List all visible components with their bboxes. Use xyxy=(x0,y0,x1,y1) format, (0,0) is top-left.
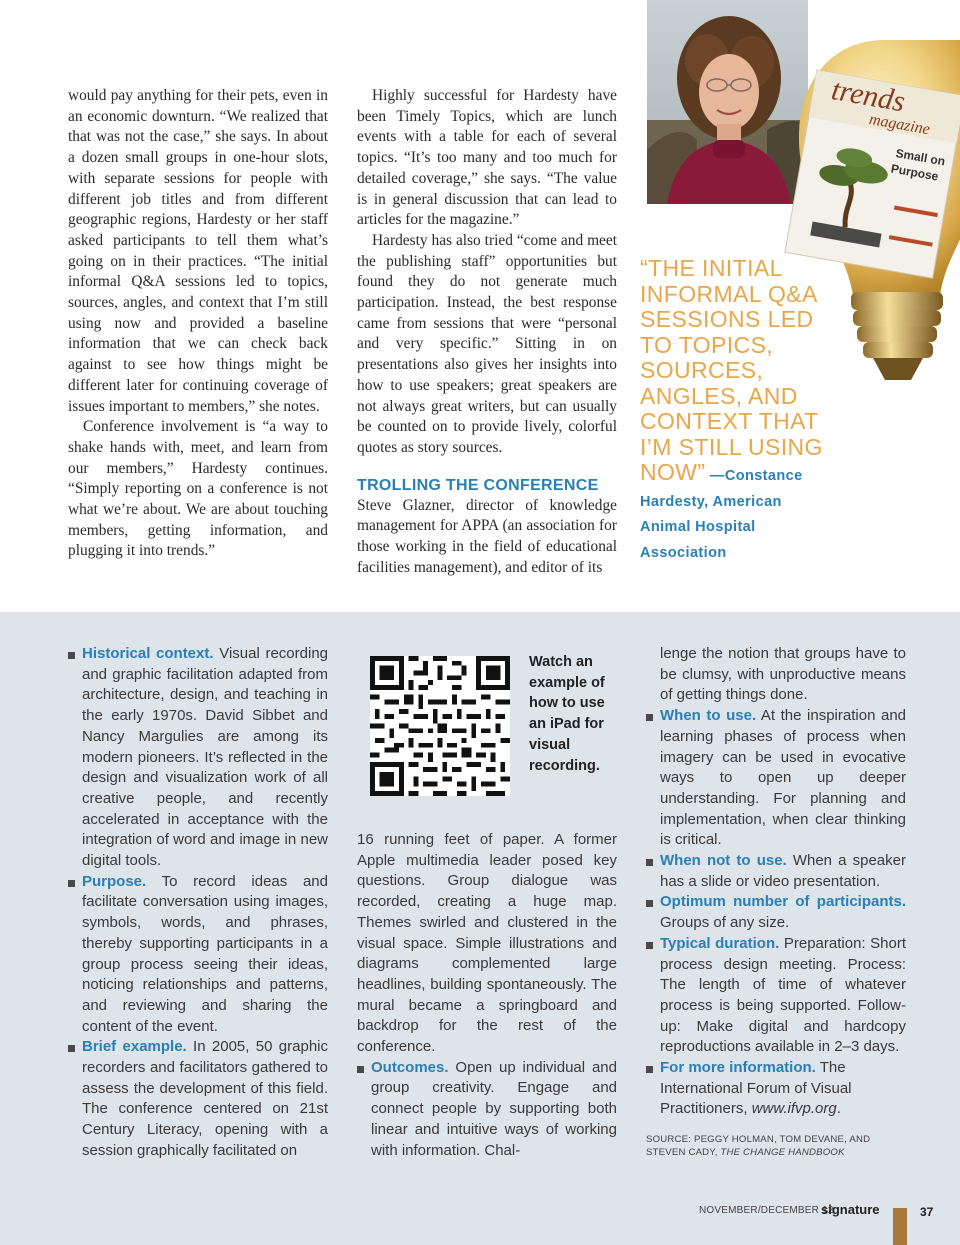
pull-quote-attribution: —Constance Hardesty, American Animal Hospital Association xyxy=(640,468,803,561)
list-item-label: Purpose. xyxy=(82,872,147,890)
list-item xyxy=(646,892,906,933)
magazine-name: signature xyxy=(821,1202,880,1217)
sidebar-column-2 xyxy=(357,830,617,1161)
article-column-1 xyxy=(68,86,328,562)
magazine-subtitle: magazine xyxy=(867,110,932,139)
list-item-text: In 2005, 50 graphic recorders and facilitators gathered to assess the development of this field. The conference centered on 21st Century Literacy, opening with a session graphically facilitated on xyxy=(82,1038,328,1159)
list-item-label: Outcomes. xyxy=(371,1058,449,1076)
list-item-text: Open up individual and group creativity. Engage and connect people by supporting both linear and intuitive ways of working with information. Chal- xyxy=(371,1058,617,1159)
article-paragraph: Conference involvement is “a way to shake hands with, meet, and learn from our members,” Hardesty continues. “Simply reporting on a conference is not what we’re about. We are about touching members, getting information, and plugging it into trends.” xyxy=(68,418,328,560)
list-item-text: When a speaker has a slide or video presentation. xyxy=(660,852,906,890)
website-link[interactable]: www.ifvp.org xyxy=(751,1100,837,1118)
list-item xyxy=(646,706,906,851)
list-item-label: Typical duration. xyxy=(660,934,780,952)
magazine-headline: Purpose xyxy=(889,161,940,184)
list-item-end: . xyxy=(836,1100,841,1118)
footer-accent-bar xyxy=(893,1208,907,1245)
pull-quote xyxy=(640,256,830,566)
sidebar-column-3 xyxy=(646,644,906,1120)
list-item-label: Historical context. xyxy=(82,645,214,662)
sidebar-column-1 xyxy=(68,644,328,1162)
list-item xyxy=(68,872,328,1038)
section-subhead: TROLLING THE CONFERENCE xyxy=(357,476,599,494)
magazine-headline: Small on xyxy=(894,146,947,169)
source-credit xyxy=(646,1133,911,1159)
issue-date: NOVEMBER/DECEMBER 12 xyxy=(699,1205,834,1216)
list-item-text: Groups of any size. xyxy=(660,914,790,932)
list-item-label: Optimum number of participants. xyxy=(660,893,906,911)
list-item-continuation: lenge the notion that groups have to be clumsy, with unproductive means of getting things done. xyxy=(660,645,906,704)
list-item-text: At the inspiration and learning phases of process when imagery can be used in evocative ways to open up deeper understanding. For planning and implementation, when clear thinking is critical. xyxy=(660,707,906,849)
list-item-continuation: 16 running feet of paper. A former Apple multimedia leader posed key questions. Group dialogue was recorded, creating a huge map. Themes swirled and clustered in the visual space. Simple illustrations and diagrams complemented large headlines, building spontaneously. The mural became a springboard and backdrop for the rest of the conference. xyxy=(357,831,617,1056)
list-item xyxy=(357,1058,617,1162)
article-paragraph: would pay anything for their pets, even in an economic downturn. “We realized that that was not the case,” she says. In about a dozen small groups in one-hour slots, with separate sessions for people with different job titles and from different geographic regions, Hardesty or her staff asked participants to tell them what’s going on in their practices. “The initial informal Q&A sessions led to topics, sources, angles, and context that I’m still using now and provided a baseline information that we can check back against to see how things might be different later for continuing coverage of issues important to members,” she notes. xyxy=(68,87,328,415)
list-item xyxy=(646,851,906,892)
source-book-title: THE CHANGE HANDBOOK xyxy=(720,1147,845,1158)
list-item-label: When to use. xyxy=(660,707,757,725)
magazine-title: trends xyxy=(828,73,908,119)
article-column-2 xyxy=(357,86,617,578)
list-item-text: Visual recording and graphic facilitation adapted from architecture, design, and teaching in the early 1970s. David Sibbet and Nancy Margulies are among its modern pioneers. It’s reflected in the design and visualization work of all creative people, and recently accelerated in acceptance with the integration of word and image in new digital tools. xyxy=(82,645,328,870)
pull-quote-text: “THE INITIAL INFORMAL Q&A SESSIONS LED TO TOPICS, SOURCES, ANGLES, AND CONTEXT THAT I’M STILL USING NOW” xyxy=(640,255,823,485)
list-item xyxy=(646,1058,906,1120)
list-item xyxy=(68,1037,328,1161)
list-item xyxy=(646,934,906,1058)
article-paragraph: Hardesty has also tried “come and meet the publishing staff” opportunities but found they do not generate much participation. Instead, the best response came from sessions that were “personal and very specific.” Sitting in on presentations also gives her insights into how to use speakers; great speakers are not always great writers, but can usually be counted on to provide lively, colorful quotes as story sources. xyxy=(357,231,617,456)
list-item xyxy=(68,644,328,872)
page-number: 37 xyxy=(920,1205,934,1219)
article-paragraph: Steve Glazner, director of knowledge management for APPA (an association for those working in the field of educational facilities management), and editor of its xyxy=(357,496,617,576)
list-item-text: The International Forum of Visual Practitioners, xyxy=(660,1059,852,1118)
list-item-text: To record ideas and facilitate conversation using images, symbols, words, and phrases, thereby supporting participants in a group process seeing their ideas, noticing relationships and patterns, and reviewing and sharing the content of the event. xyxy=(82,872,328,1035)
list-item-text: Preparation: Short process design meeting. Process: The length of time of whatever process is being supported. Follow-up: Make digital and hardcopy reproductions available in 2–3 days. xyxy=(660,934,907,1056)
qr-code[interactable] xyxy=(370,656,510,796)
list-item-label: For more information. xyxy=(660,1059,816,1077)
source-text: SOURCE: PEGGY HOLMAN, TOM DEVANE, AND STEVEN CADY, xyxy=(646,1134,871,1158)
list-item-label: Brief example. xyxy=(82,1038,187,1056)
list-item-label: When not to use. xyxy=(660,852,787,870)
article-paragraph: Highly successful for Hardesty have been Timely Topics, which are lunch events with a table for each of several topics. “It’s too many and too much for detailed coverage,” she says. “The value is in general discussion that can lead to articles for the magazine.” xyxy=(357,87,617,229)
qr-caption: Watch an example of how to use an iPad for visual recording. xyxy=(529,654,605,774)
